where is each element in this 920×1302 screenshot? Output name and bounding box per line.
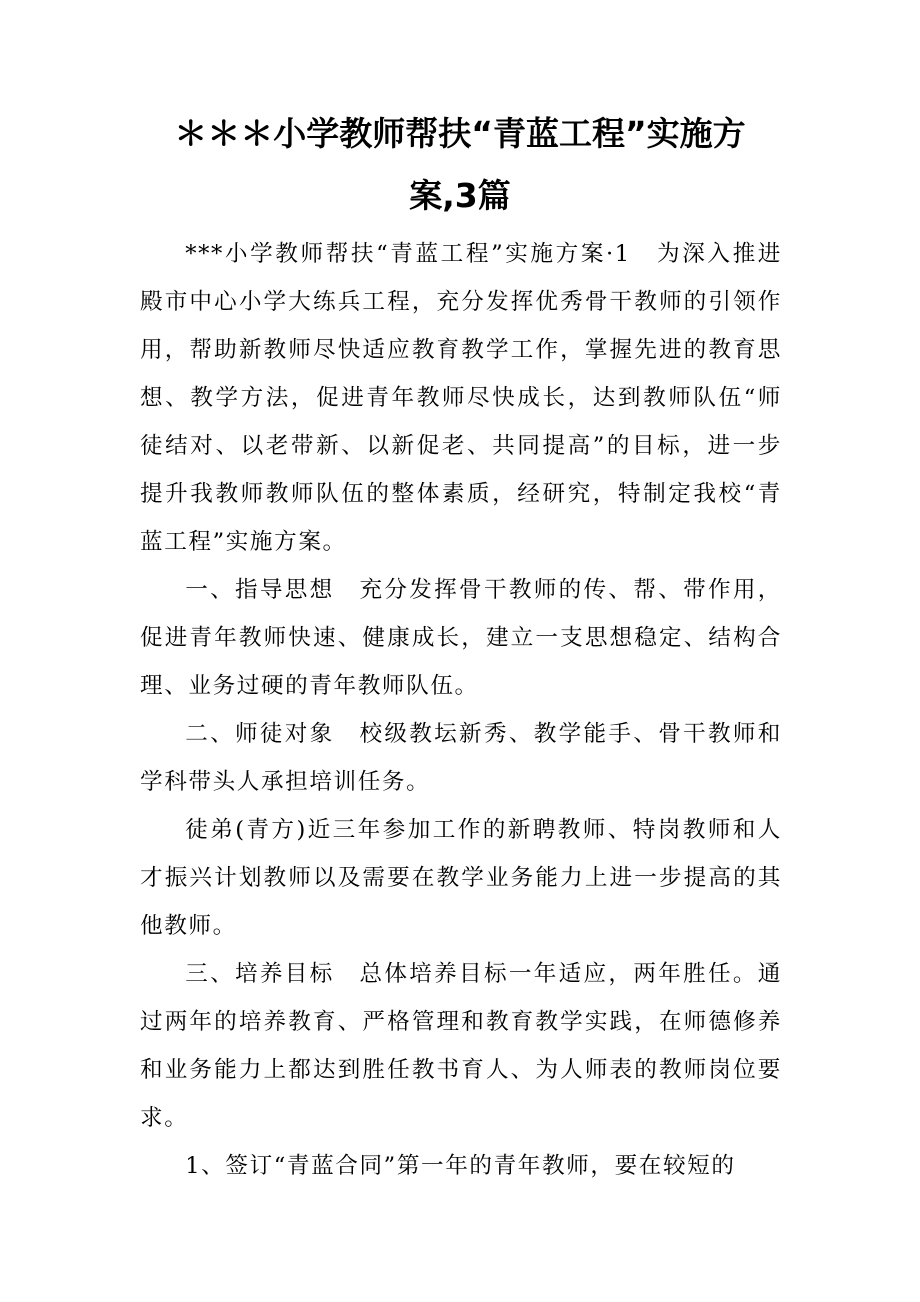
document-title-line-2: 案,3篇: [409, 176, 511, 215]
paragraph-training-goals-text: 三、培养目标 总体培养目标一年适应，两年胜任。通过两年的培养教育、严格管理和教育教学实践，在师德修养和业务能力上都达到胜任教书育人、为人师表的教师岗位要求。: [140, 961, 782, 1131]
paragraph-step-1: [140, 1142, 782, 1190]
paragraph-mentor-targets: [140, 710, 782, 806]
paragraph-guiding-ideology: [140, 566, 782, 710]
paragraph-intro-text: ***小学教师帮扶“青蓝工程”实施方案·1 为深入推进殿市中心小学大练兵工程，充分发挥优秀骨干教师的引领作用，帮助新教师尽快适应教育教学工作，掌握先进的教育思想、教学方法，促进青年教师尽快成长，达到教师队伍“师徒结对、以老带新、以新促老、共同提高”的目标，进一步提升我教师教师队伍的整体素质，经研究，特制定我校“青蓝工程”实施方案。: [140, 241, 782, 555]
paragraph-apprentice-text: 徒弟(青方)近三年参加工作的新聘教师、特岗教师和人才振兴计划教师以及需要在教学业务能力上进一步提高的其他教师。: [140, 817, 782, 939]
paragraph-intro: [140, 230, 782, 566]
document-title-line-1: ＊＊＊小学教师帮扶“青蓝工程”实施方: [174, 114, 746, 153]
paragraph-guiding-ideology-text: 一、指导思想 充分发挥骨干教师的传、帮、带作用，促进青年教师快速、健康成长，建立一支思想稳定、结构合理、业务过硬的青年教师队伍。: [140, 577, 782, 699]
paragraph-training-goals: [140, 950, 782, 1142]
paragraph-mentor-targets-text: 二、师徒对象 校级教坛新秀、教学能手、骨干教师和学科带头人承担培训任务。: [140, 721, 782, 795]
paragraph-apprentice: [140, 806, 782, 950]
paragraph-step-1-text: 1、签订“青蓝合同”第一年的青年教师，要在较短的: [185, 1153, 736, 1179]
